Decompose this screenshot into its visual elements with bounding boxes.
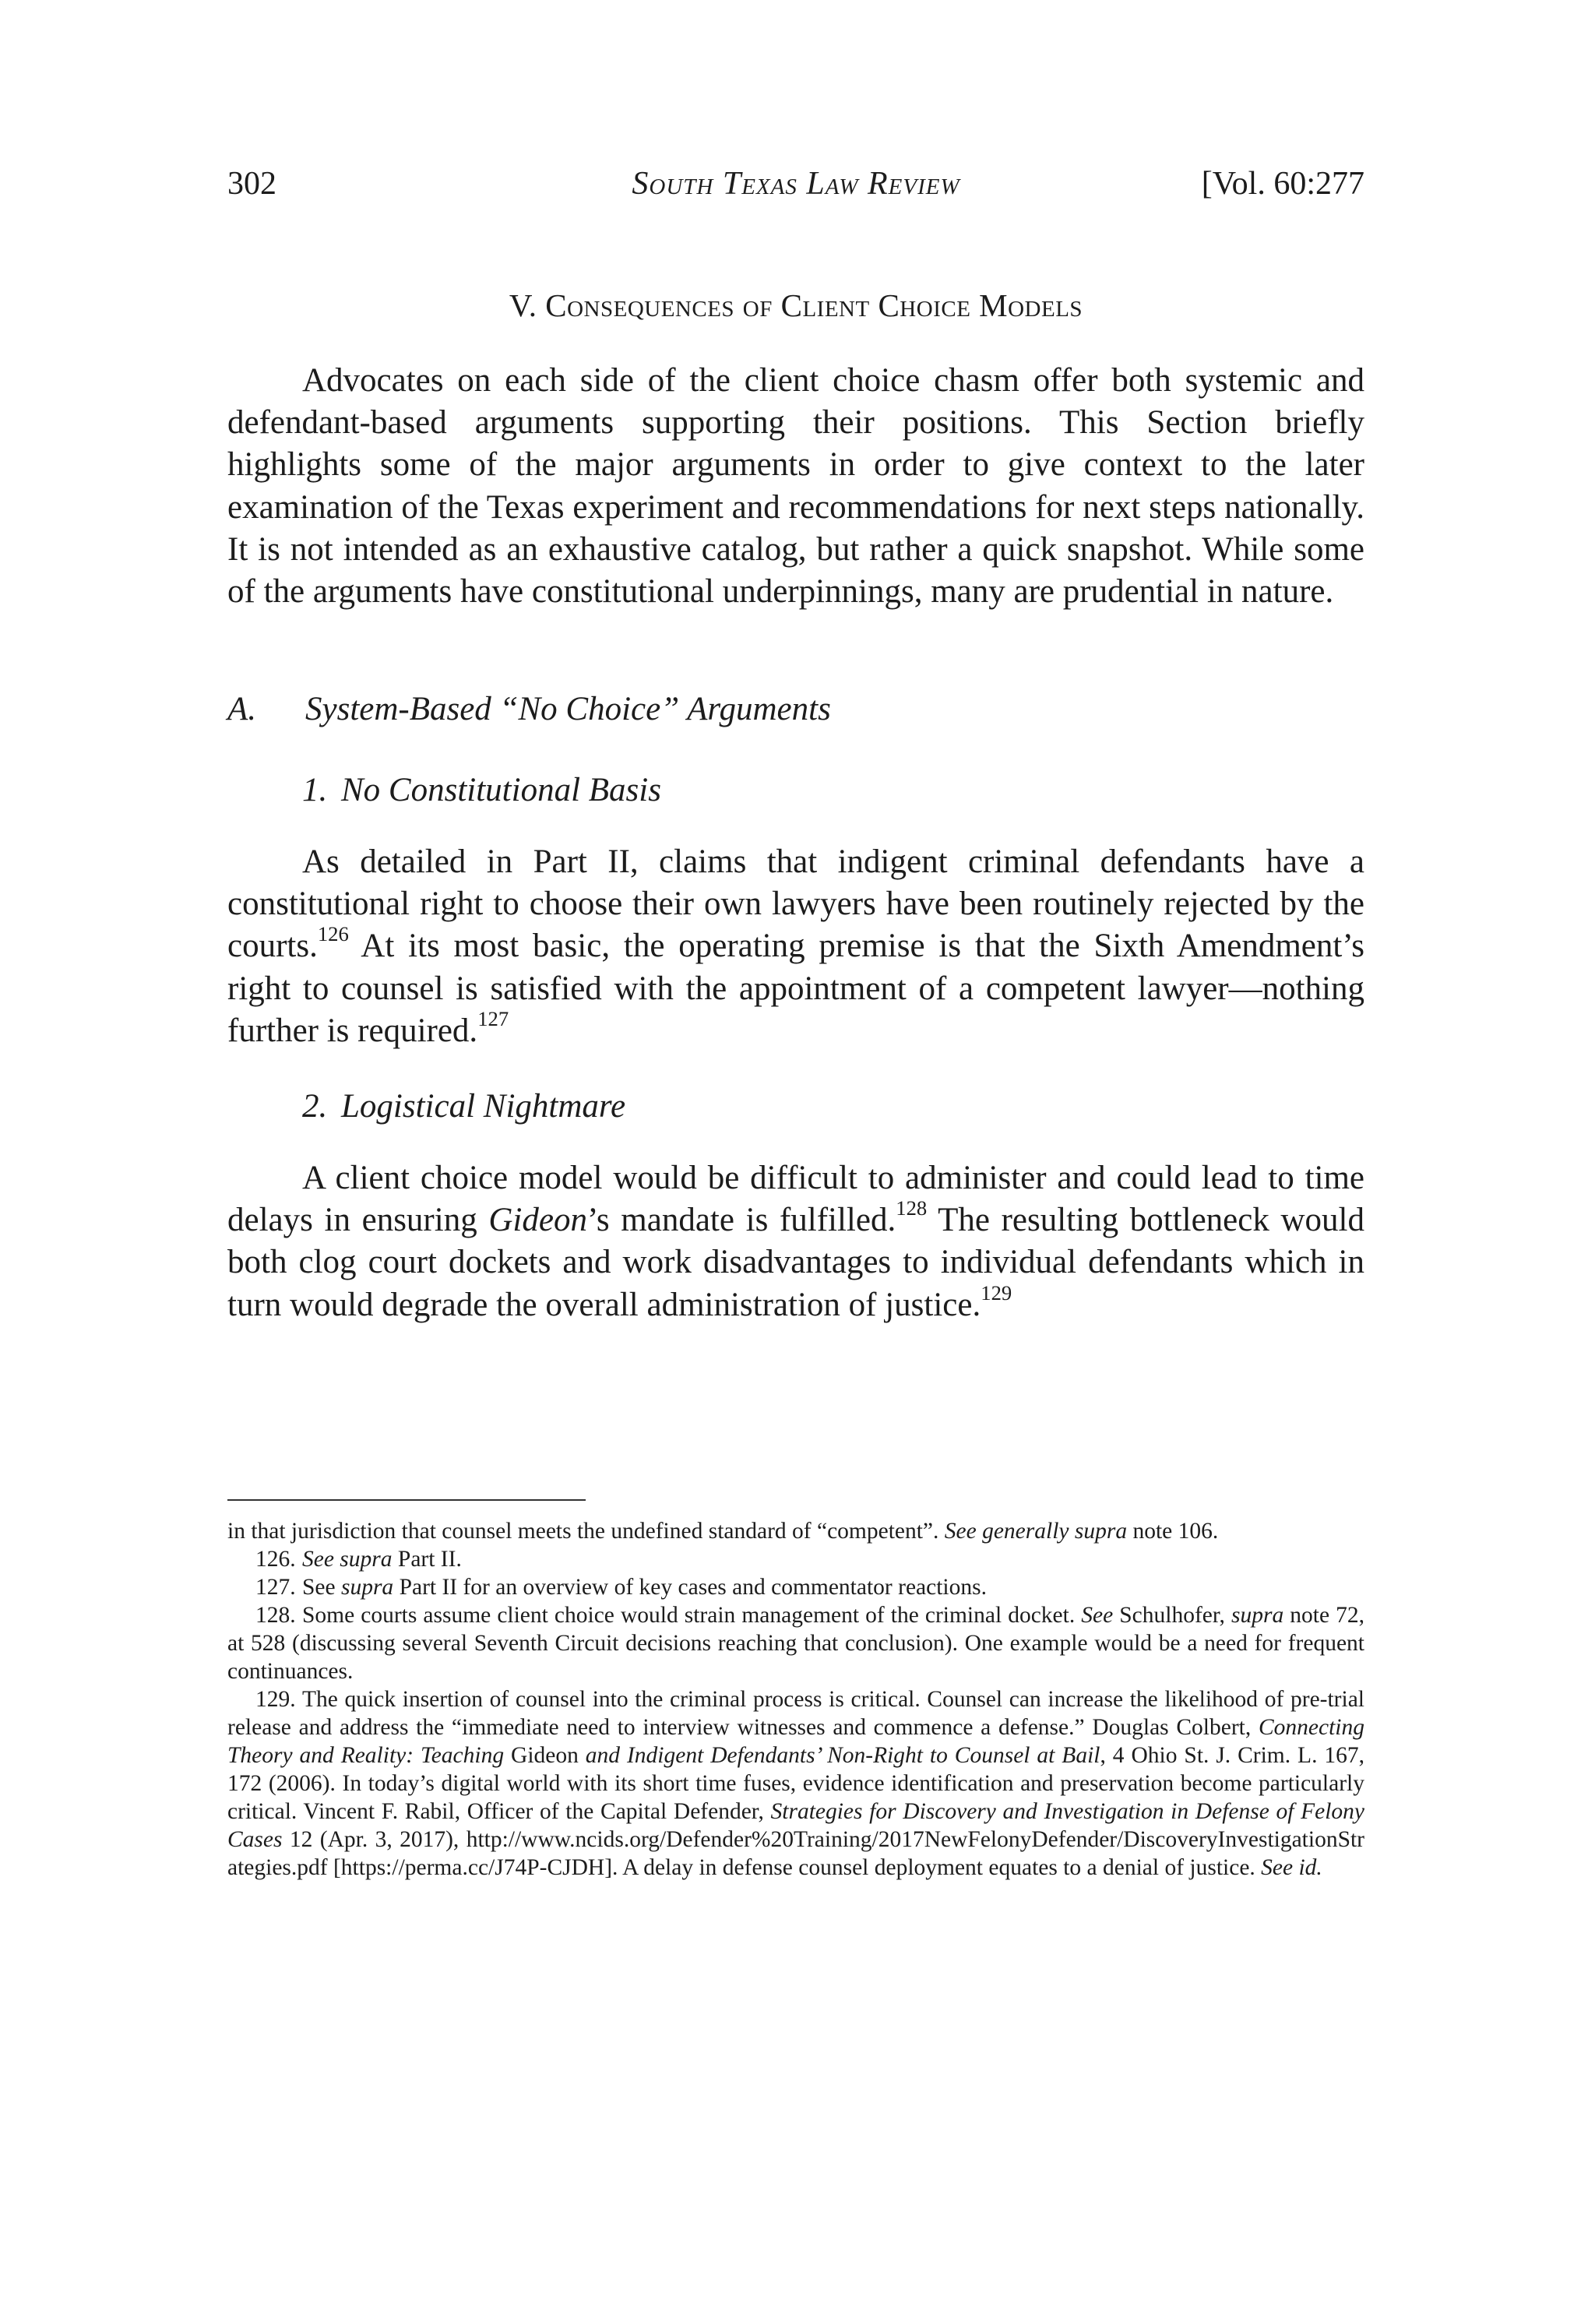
part1-text: At its most basic, the operating premise is that the Sixth Amendment’s right to counsel is satisfied with the appointment of a competent lawyer—nothing further is required.: [227, 928, 1364, 1049]
running-header: [227, 165, 1364, 212]
case-name: Gideon: [488, 1202, 587, 1239]
part2-text: ’s mandate is fulfilled.: [586, 1202, 896, 1239]
footnote-continued: in that jurisdiction that counsel meets the undefined standard of “competent”. See generally supra note 106.: [227, 1519, 1219, 1544]
part-heading-2: [227, 1087, 1364, 1125]
part2-text: The resulting bottleneck would both clog court dockets and work disadvantages to individual defendants which in turn would degrade the overall administration of justice.: [227, 1202, 1365, 1323]
part-title: No Constitutional Basis: [341, 772, 661, 808]
footnote-ref: 129: [981, 1280, 1012, 1305]
footnote-127: 127. See supra Part II for an overview of key cases and commentator reactions.: [255, 1575, 987, 1600]
source-url[interactable]: http://www.ncids.org/Defender%20Training/2017NewFelonyDefender/DiscoveryInvestigationStrategies.pdf: [227, 1827, 1364, 1880]
footnote-ref: 127: [477, 1006, 509, 1030]
section-heading: V. Consequences of Client Choice Models: [509, 287, 1083, 323]
volume-citation: [Vol. 60:277: [1201, 166, 1364, 202]
subsection-title: System-Based “No Choice” Arguments: [305, 691, 831, 727]
part1-paragraph: [227, 841, 1364, 1052]
part-label: 2.: [302, 1088, 328, 1125]
footnote-ref: 128: [896, 1196, 928, 1220]
journal-title: South Texas Law Review: [632, 166, 960, 202]
intro-paragraph-block: [227, 360, 1364, 613]
subsection-heading-a: [227, 690, 1364, 728]
part1-paragraph-block: [227, 841, 1364, 1052]
part-label: 1.: [302, 772, 328, 808]
subsection-label: A.: [227, 691, 257, 727]
footnote-128: 128. Some courts assume client choice would strain management of the criminal docket. See Schulhofer, supra note 72, at 528 (discussing several Seventh Circuit decisions reaching that conclusion). One example would be a need for frequent continuances.: [227, 1603, 1364, 1684]
footnote-divider: [227, 1499, 586, 1501]
part2-text: A client choice model would be difficult to administer and could lead to time delays in ensuring: [227, 1160, 1364, 1239]
footnote-ref: 126: [317, 922, 349, 946]
footnote-129: 129. The quick insertion of counsel into the criminal process is critical. Counsel can increase the likelihood of pre-trial release and address the “immediate need to interview witnesses and commence a defense.” Douglas Colbert, Connecting Theory and Reality: Teaching Gideon and Indigent Defendants’ Non-Right to Counsel at Bail, 4 Ohio St. J. Crim. L. 167, 172 (2006). In today’s digital world with its short time fuses, evidence identification and preservation become particularly critical. Vincent F. Rabil, Officer of the Capital Defender, Strategies for Discovery and Investigation in Defense of Felony Cases 12 (Apr. 3, 2017), http://www.ncids.org/Defender%20Training/2017NewFelonyDefender/DiscoveryInvestigationStrategies.pdf [https://perma.cc/J74P-CJDH]. A delay in defense counsel deployment equates to a denial of justice. See id.: [227, 1687, 1365, 1880]
page-number: 302: [227, 166, 276, 202]
intro-paragraph: Advocates on each side of the client choice chasm offer both systemic and defendant-based arguments supporting their positions. This Section briefly highlights some of the major arguments in order to give context to the later examination of the Texas experiment and recommendations for next steps nationally. It is not intended as an exhaustive catalog, but rather a quick snapshot. While some of the arguments have constitutional underpinnings, many are prudential in nature.: [227, 362, 1364, 611]
footnotes: [227, 1517, 1364, 1882]
part2-paragraph-block: [227, 1157, 1364, 1326]
part1-text: As detailed in Part II, claims that indigent criminal defendants have a constitutional right to choose their own lawyers have been routinely rejected by the courts.: [227, 843, 1364, 965]
part2-paragraph: [227, 1157, 1364, 1326]
part-heading-1: [227, 771, 1364, 809]
part-title: Logistical Nightmare: [341, 1088, 626, 1125]
footnote-126: 126. See supra Part II.: [255, 1547, 462, 1572]
